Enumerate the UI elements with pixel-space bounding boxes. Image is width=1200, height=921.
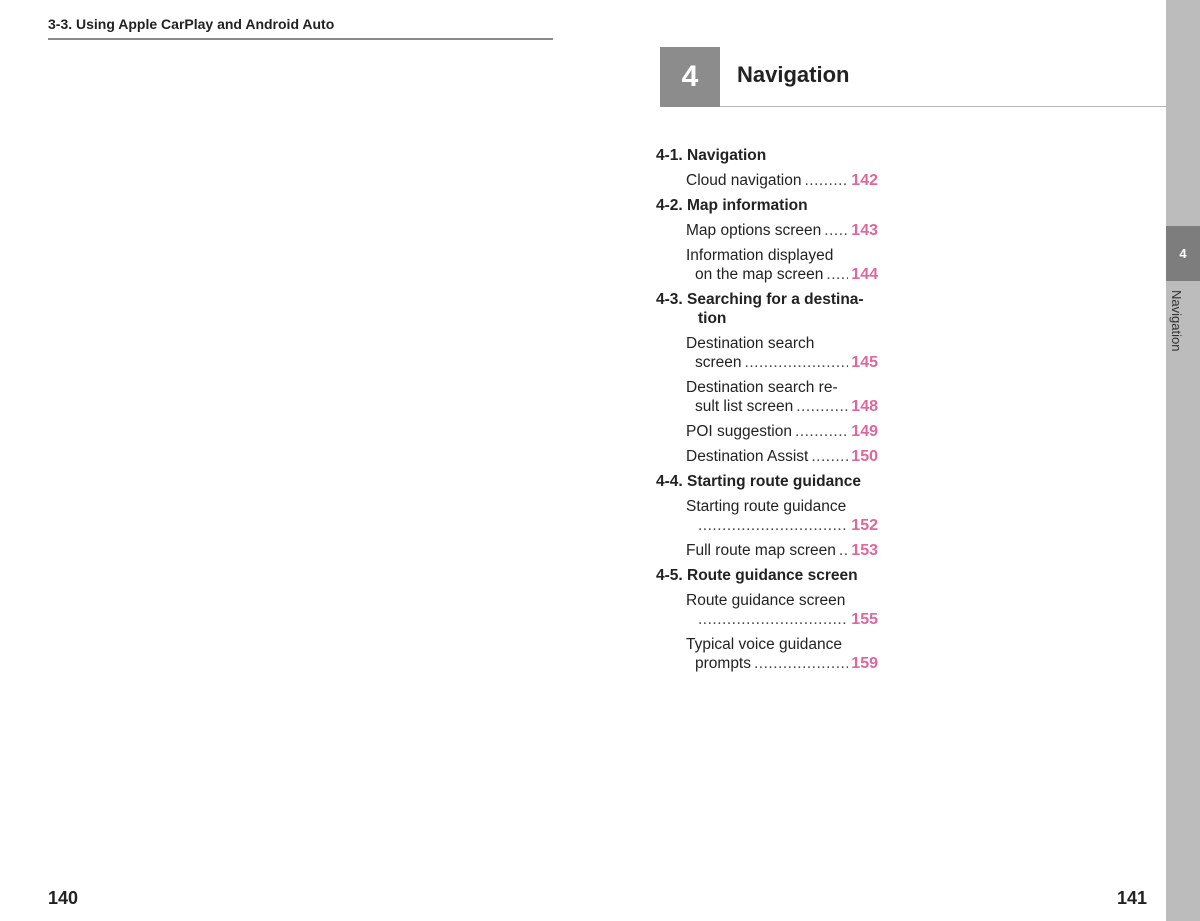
dot-leader	[796, 397, 848, 416]
dot-leader	[811, 447, 848, 466]
toc-entry-destination-search-screen[interactable]	[686, 334, 878, 372]
dot-leader	[795, 422, 848, 441]
page-number: 159	[851, 655, 878, 672]
entry-text: POI suggestion	[686, 423, 792, 440]
table-of-contents	[656, 140, 878, 673]
page-number: 150	[851, 448, 878, 465]
entry-text: Destination search	[686, 335, 815, 352]
chapter-divider	[720, 106, 1166, 107]
page-number: 142	[851, 172, 878, 189]
toc-entry-destination-assist[interactable]	[686, 447, 878, 466]
entry-text: Typical voice guidance	[686, 636, 842, 653]
side-tab-bar	[1166, 0, 1200, 921]
running-header: 3-3. Using Apple CarPlay and Android Auto	[48, 16, 553, 40]
page-number: 145	[851, 354, 878, 371]
entry-text: sult list screen	[695, 398, 794, 415]
entry-text: Cloud navigation	[686, 172, 802, 189]
toc-entry-map-options-screen[interactable]	[686, 221, 878, 240]
section-title-line-2: tion	[698, 310, 727, 327]
toc-section-4-2[interactable]: 4-2. Map information	[656, 197, 808, 214]
page-number: 155	[851, 611, 878, 628]
toc-section-4-5[interactable]: 4-5. Route guidance screen	[656, 567, 858, 584]
dot-leader	[839, 541, 848, 560]
dot-leader	[824, 221, 848, 240]
dot-leader	[698, 516, 848, 535]
entry-text: Route guidance screen	[686, 592, 846, 609]
entry-text: prompts	[695, 655, 751, 672]
page-number: 153	[851, 542, 878, 559]
section-title-line-1: 4-3. Searching for a destina-	[656, 291, 864, 308]
toc-entry-information-displayed[interactable]	[686, 246, 878, 284]
toc-entry-route-guidance-screen[interactable]	[686, 591, 878, 629]
dot-leader	[754, 654, 848, 673]
chapter-number-box: 4	[660, 47, 720, 107]
page-number: 144	[851, 266, 878, 283]
entry-text: Information displayed	[686, 247, 834, 264]
dot-leader	[804, 171, 848, 190]
toc-section-4-1[interactable]: 4-1. Navigation	[656, 147, 767, 164]
toc-entry-cloud-navigation[interactable]	[686, 171, 878, 190]
chapter-title: Navigation	[737, 62, 850, 87]
dot-leader	[826, 265, 848, 284]
page-number-left: 140	[48, 888, 79, 908]
entry-text: Starting route guidance	[686, 498, 847, 515]
page-number: 149	[851, 423, 878, 440]
entry-text: Map options screen	[686, 222, 822, 239]
entry-text: Destination Assist	[686, 448, 809, 465]
dot-leader	[698, 610, 848, 629]
dot-leader	[745, 353, 849, 372]
toc-entry-destination-search-result-list[interactable]	[686, 378, 878, 416]
toc-entry-poi-suggestion[interactable]	[686, 422, 878, 441]
toc-section-4-3[interactable]	[656, 290, 878, 328]
entry-text: screen	[695, 354, 742, 371]
toc-entry-full-route-map-screen[interactable]	[686, 541, 878, 560]
page-number-right: 141	[1117, 888, 1148, 908]
side-tab-label: Navigation	[1169, 290, 1184, 352]
toc-section-4-4[interactable]: 4-4. Starting route guidance	[656, 473, 861, 490]
entry-text: Destination search re-	[686, 379, 838, 396]
page-number: 152	[851, 517, 878, 534]
toc-entry-typical-voice-guidance[interactable]	[686, 635, 878, 673]
entry-text: Full route map screen	[686, 542, 836, 559]
page-number: 148	[851, 398, 878, 415]
toc-entry-starting-route-guidance[interactable]	[686, 497, 878, 535]
side-tab-chapter-4[interactable]: 4	[1166, 226, 1200, 281]
entry-text: on the map screen	[695, 266, 824, 283]
page-number: 143	[851, 222, 878, 239]
